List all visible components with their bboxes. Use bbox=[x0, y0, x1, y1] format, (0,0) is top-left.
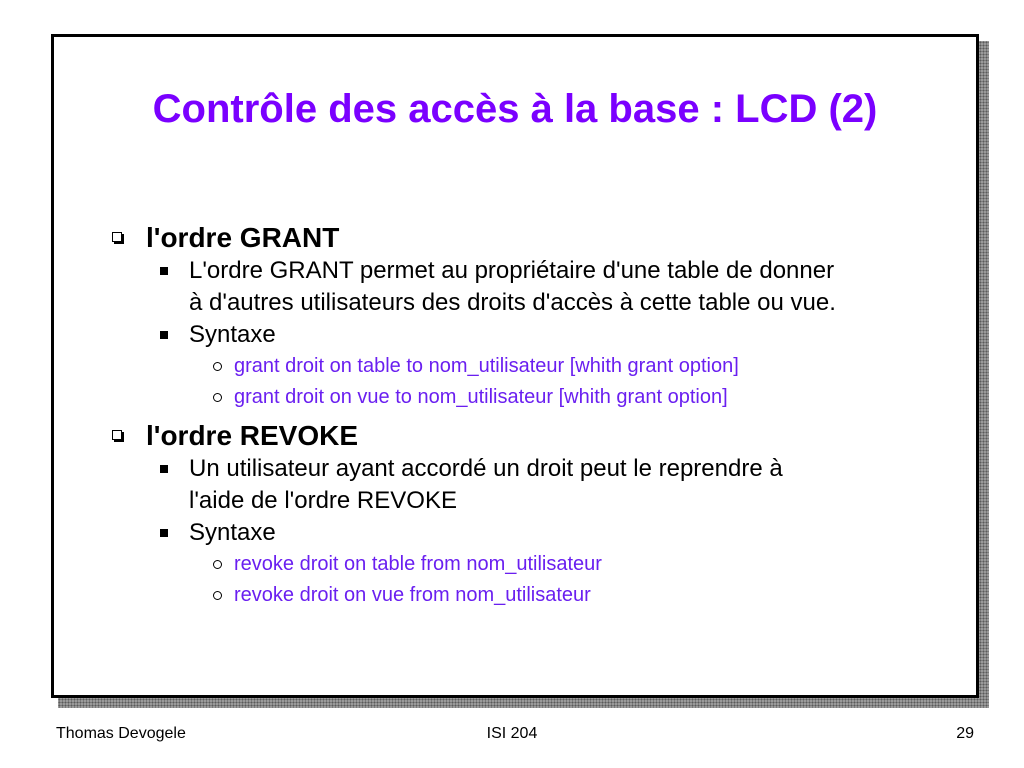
code-item bbox=[54, 382, 976, 413]
footer-page-number: 29 bbox=[956, 725, 974, 742]
filled-square-bullet-icon bbox=[160, 331, 168, 339]
bullet-line: l'aide de l'ordre REVOKE bbox=[189, 487, 457, 514]
bullet-line: L'ordre GRANT permet au propriétaire d'une table de donner bbox=[189, 257, 835, 284]
section-heading-text: l'ordre REVOKE bbox=[146, 420, 359, 451]
code-line: grant droit on vue to nom_utilisateur [whith grant option] bbox=[234, 386, 728, 408]
footer-author: Thomas Devogele bbox=[56, 725, 186, 742]
filled-square-bullet-icon bbox=[160, 529, 168, 537]
circle-bullet-icon bbox=[213, 591, 222, 600]
code-item bbox=[54, 580, 976, 611]
circle-bullet-icon bbox=[213, 362, 222, 371]
section-heading-text: l'ordre GRANT bbox=[146, 222, 340, 253]
section-heading-revoke bbox=[54, 419, 976, 453]
bullet-item bbox=[54, 517, 976, 549]
bullet-item bbox=[54, 255, 976, 319]
section-heading-grant bbox=[54, 221, 976, 255]
code-line: grant droit on table to nom_utilisateur [whith grant option] bbox=[234, 355, 739, 377]
square-bullet-icon bbox=[112, 430, 122, 440]
bullet-line: Syntaxe bbox=[189, 321, 276, 348]
square-bullet-icon bbox=[112, 232, 122, 242]
code-item bbox=[54, 549, 976, 580]
code-line: revoke droit on table from nom_utilisateur bbox=[234, 553, 602, 575]
circle-bullet-icon bbox=[213, 560, 222, 569]
code-item bbox=[54, 351, 976, 382]
bullet-line: à d'autres utilisateurs des droits d'accès à cette table ou vue. bbox=[189, 289, 836, 316]
footer-course: ISI 204 bbox=[486, 725, 538, 742]
slide-frame bbox=[51, 34, 979, 698]
slide-content bbox=[54, 215, 976, 611]
bullet-line: Syntaxe bbox=[189, 519, 276, 546]
circle-bullet-icon bbox=[213, 393, 222, 402]
code-line: revoke droit on vue from nom_utilisateur bbox=[234, 584, 591, 606]
slide-title: Contrôle des accès à la base : LCD (2) bbox=[152, 87, 878, 131]
filled-square-bullet-icon bbox=[160, 267, 168, 275]
filled-square-bullet-icon bbox=[160, 465, 168, 473]
bullet-item bbox=[54, 453, 976, 517]
bullet-item bbox=[54, 319, 976, 351]
bullet-line: Un utilisateur ayant accordé un droit peut le reprendre à bbox=[189, 455, 783, 482]
